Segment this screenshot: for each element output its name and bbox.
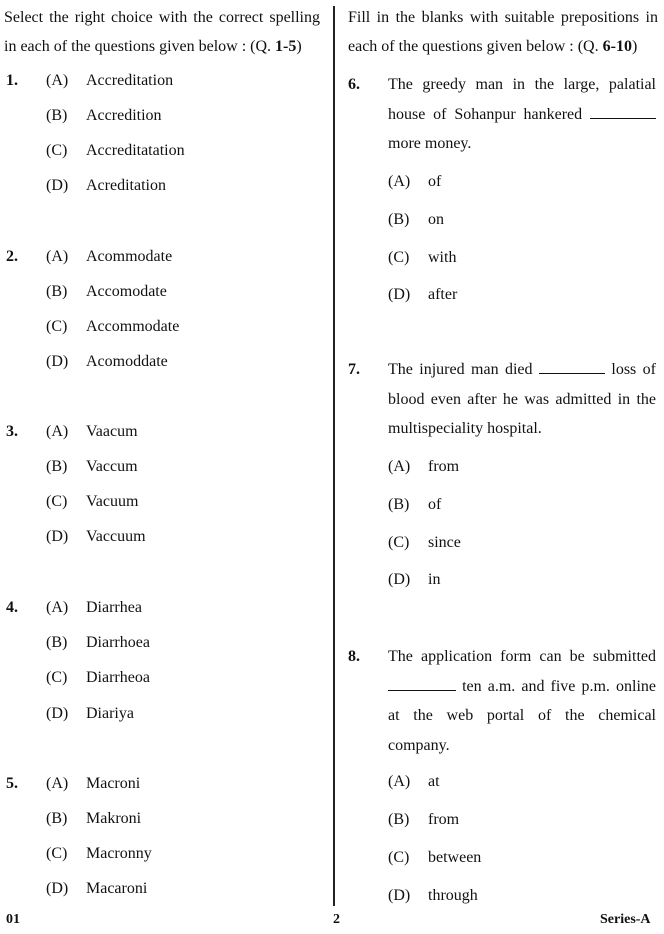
option-text: Diarrhoea bbox=[86, 634, 150, 651]
option-3a[interactable] bbox=[46, 423, 138, 441]
option-text: between bbox=[428, 849, 482, 866]
question-number: 3. bbox=[6, 423, 18, 440]
left-instruction-close: ) bbox=[296, 38, 302, 55]
option-6d[interactable] bbox=[388, 286, 457, 304]
option-text: of bbox=[428, 496, 442, 513]
answer-blank[interactable] bbox=[388, 676, 456, 691]
right-instruction-text: Fill in the blanks with suitable prepositions in each of the questions given below : (Q. bbox=[348, 9, 658, 55]
option-label: (B) bbox=[388, 211, 410, 228]
option-label: (C) bbox=[46, 142, 68, 159]
option-label: (C) bbox=[46, 845, 68, 862]
stem-text: more money. bbox=[388, 135, 472, 152]
option-text: Vacuum bbox=[86, 493, 139, 510]
option-2c[interactable] bbox=[46, 318, 179, 336]
option-1b[interactable] bbox=[46, 107, 162, 125]
option-label: (A) bbox=[388, 458, 411, 475]
option-text: Acommodate bbox=[86, 248, 173, 265]
option-text: Accreditatation bbox=[86, 142, 185, 159]
left-instruction-range: 1-5 bbox=[275, 38, 297, 55]
option-label: (C) bbox=[388, 849, 410, 866]
option-text: Accredition bbox=[86, 107, 162, 124]
option-label: (D) bbox=[388, 571, 411, 588]
question-number: 7. bbox=[348, 361, 360, 378]
stem-text: The application form can be submitted bbox=[388, 648, 656, 665]
right-instruction-range: 6-10 bbox=[602, 38, 632, 55]
option-label: (C) bbox=[388, 249, 410, 266]
option-text: Accommodate bbox=[86, 318, 180, 335]
option-label: (C) bbox=[46, 669, 68, 686]
option-5b[interactable] bbox=[46, 810, 141, 828]
option-text: Accomodate bbox=[86, 283, 167, 300]
option-label: (C) bbox=[46, 493, 68, 510]
option-7a[interactable] bbox=[388, 458, 459, 476]
option-label: (D) bbox=[46, 528, 69, 545]
option-6c[interactable] bbox=[388, 249, 456, 267]
option-text: Diarrhea bbox=[86, 599, 142, 616]
option-label: (A) bbox=[46, 775, 69, 792]
option-label: (A) bbox=[388, 173, 411, 190]
option-6a[interactable] bbox=[388, 173, 441, 191]
option-label: (A) bbox=[46, 423, 69, 440]
page-number: 2 bbox=[333, 912, 340, 927]
option-4d[interactable] bbox=[46, 705, 134, 723]
option-4b[interactable] bbox=[46, 634, 150, 652]
question-number: 6. bbox=[348, 76, 360, 93]
option-label: (A) bbox=[46, 248, 69, 265]
option-text: Macroni bbox=[86, 775, 141, 792]
option-2a[interactable] bbox=[46, 248, 172, 266]
option-8c[interactable] bbox=[388, 849, 481, 867]
option-label: (A) bbox=[388, 773, 411, 790]
option-6b[interactable] bbox=[388, 211, 444, 229]
answer-blank[interactable] bbox=[590, 104, 656, 119]
option-label: (D) bbox=[388, 887, 411, 904]
option-2b[interactable] bbox=[46, 283, 167, 301]
question-number: 8. bbox=[348, 648, 360, 665]
option-text: since bbox=[428, 534, 461, 551]
option-4c[interactable] bbox=[46, 669, 150, 687]
option-text: at bbox=[428, 773, 440, 790]
option-text: Diarrheoa bbox=[86, 669, 150, 686]
option-text: after bbox=[428, 286, 458, 303]
option-text: Vaccuum bbox=[86, 528, 146, 545]
option-1d[interactable] bbox=[46, 177, 166, 195]
option-label: (A) bbox=[46, 599, 69, 616]
option-8b[interactable] bbox=[388, 811, 459, 829]
option-text: on bbox=[428, 211, 444, 228]
option-8d[interactable] bbox=[388, 887, 478, 905]
option-label: (D) bbox=[388, 286, 411, 303]
series-label: Series-A bbox=[600, 912, 651, 927]
question-number: 5. bbox=[6, 775, 18, 792]
option-label: (B) bbox=[388, 496, 410, 513]
option-label: (B) bbox=[46, 107, 68, 124]
stem-text: ten a.m. and five p.m. online at the web portal of the chemical company. bbox=[388, 677, 657, 754]
option-text: Acreditation bbox=[86, 177, 166, 194]
option-text: Macronny bbox=[86, 845, 152, 862]
option-3c[interactable] bbox=[46, 493, 138, 511]
option-label: (D) bbox=[46, 177, 69, 194]
option-1c[interactable] bbox=[46, 142, 185, 160]
column-divider bbox=[333, 6, 335, 906]
question-number: 4. bbox=[6, 599, 18, 616]
right-instructions bbox=[348, 3, 658, 61]
option-8a[interactable] bbox=[388, 773, 440, 791]
option-3b[interactable] bbox=[46, 458, 138, 476]
option-label: (B) bbox=[46, 283, 68, 300]
question-number: 2. bbox=[6, 248, 18, 265]
option-text: Vaacum bbox=[86, 423, 138, 440]
option-text: Diariya bbox=[86, 705, 134, 722]
question-number: 1. bbox=[6, 72, 18, 89]
option-1a[interactable] bbox=[46, 72, 173, 90]
option-text: from bbox=[428, 811, 460, 828]
option-5c[interactable] bbox=[46, 845, 152, 863]
option-text: Vaccum bbox=[86, 458, 138, 475]
option-text: Accreditation bbox=[86, 72, 174, 89]
option-label: (C) bbox=[46, 318, 68, 335]
option-label: (C) bbox=[388, 534, 410, 551]
option-text: Makroni bbox=[86, 810, 142, 827]
booklet-code: 01 bbox=[6, 912, 20, 927]
stem-text: The injured man died bbox=[388, 361, 533, 378]
option-text: from bbox=[428, 458, 460, 475]
option-7b[interactable] bbox=[388, 496, 441, 514]
option-5d[interactable] bbox=[46, 880, 147, 898]
option-label: (D) bbox=[46, 705, 69, 722]
option-3d[interactable] bbox=[46, 528, 146, 546]
option-7d[interactable] bbox=[388, 571, 440, 589]
option-text: through bbox=[428, 887, 478, 904]
option-text: Macaroni bbox=[86, 880, 148, 897]
question-stem bbox=[388, 355, 656, 444]
question-stem bbox=[388, 70, 656, 159]
stem-text: loss of blood even after he was admitted in the multispeciality hospital. bbox=[388, 361, 657, 437]
option-label: (A) bbox=[46, 72, 69, 89]
answer-blank[interactable] bbox=[539, 359, 605, 374]
left-instructions bbox=[4, 3, 320, 61]
option-5a[interactable] bbox=[46, 775, 140, 793]
right-instruction-close: ) bbox=[631, 38, 638, 55]
option-label: (B) bbox=[46, 458, 68, 475]
option-text: with bbox=[428, 249, 457, 266]
option-label: (B) bbox=[46, 634, 68, 651]
option-label: (B) bbox=[388, 811, 410, 828]
option-text: of bbox=[428, 173, 442, 190]
option-label: (D) bbox=[46, 880, 69, 897]
option-2d[interactable] bbox=[46, 353, 168, 371]
option-4a[interactable] bbox=[46, 599, 142, 617]
option-text: in bbox=[428, 571, 441, 588]
option-text: Acomoddate bbox=[86, 353, 168, 370]
option-label: (D) bbox=[46, 353, 69, 370]
left-instruction-text: Select the right choice with the correct spelling in each of the questions given below : (Q. bbox=[4, 9, 320, 55]
option-label: (B) bbox=[46, 810, 68, 827]
option-7c[interactable] bbox=[388, 534, 461, 552]
question-stem bbox=[388, 642, 656, 760]
stem-text: The greedy man in the large, palatial house of Sohanpur hankered bbox=[388, 76, 656, 123]
